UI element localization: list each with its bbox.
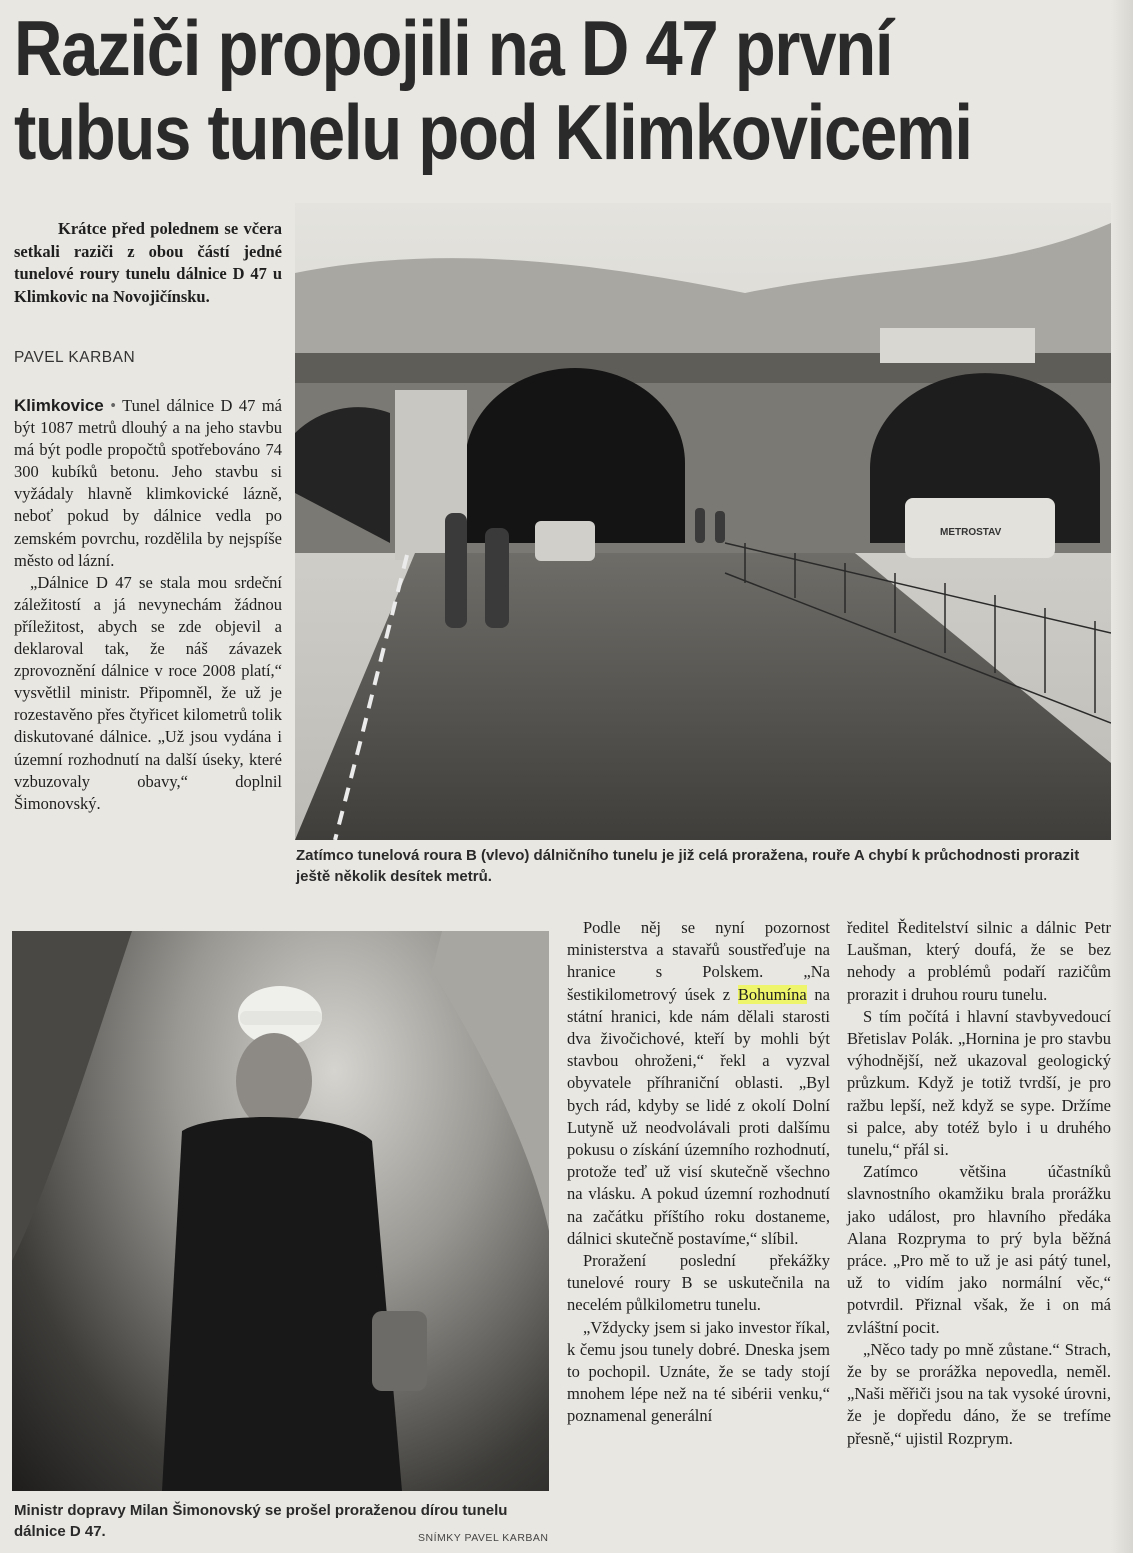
article-column-2 <box>567 917 830 1428</box>
dark-coat <box>162 1117 402 1491</box>
car <box>535 521 595 561</box>
van-logo-text: METROSTAV <box>940 527 1002 538</box>
page-edge <box>1111 0 1133 1553</box>
minister-illustration <box>12 931 549 1491</box>
construction-banner <box>880 328 1035 363</box>
column-2-text-1a: Podle něj se nyní pozornost ministerstva a stavařů soustřeďuje na hranice s Polskem. „Na šestikilometrový úsek z <box>567 918 830 1004</box>
column-3-paragraph-2: S tím počítá i hlavní stavbyvedoucí Břetislav Polák. „Hornina je pro stavbu výhodnější, než ukazoval geologický průzkum. Když je totiž tvrdší, je pro ražbu lepší, než když se sype. Držíme si palce, aby totéž bylo i u druhého tunelu,“ přál si. <box>847 1006 1111 1160</box>
headline-line-2: tubus tunelu pod Klimkovicemi <box>14 88 972 176</box>
article-column-3 <box>847 917 1111 1450</box>
column-3-paragraph-3: Zatímco většina účastníků slavnostního okamžiku brala prorážku jako událost, pro hlavního předáka Alana Rozpryma to prý byla běžná práce. „Pro mě to už je asi pátý tunel, už to vidím jako normální věc,“ potvrdil. Přiznal však, že i on má zvláštní pocit. <box>847 1162 1111 1337</box>
headline <box>14 4 972 176</box>
carried-item <box>372 1311 427 1391</box>
byline: PAVEL KARBAN <box>14 349 136 366</box>
lead-paragraph: Krátce před polednem se včera setkali raziči z obou částí jedné tunelové roury tunelu dálnice D 47 u Klimkovic na Novojičínsku. <box>14 219 282 306</box>
column-3-paragraph-4: „Něco tady po mně zůstane.“ Strach, že by se prorážka nepovedla, neměl. „Naši měřiči jsou na tak vysoké úrovni, že je dopředu dáno, že se trefíme přesně,“ ujistil Rozprym. <box>847 1339 1111 1448</box>
column-2-paragraph-1 <box>567 917 830 1250</box>
highlighted-word: Bohumína <box>737 984 807 1004</box>
face <box>236 1033 312 1129</box>
column-1-paragraph-1 <box>14 395 282 572</box>
photo-credit: SNÍMKY PAVEL KARBAN <box>418 1532 549 1544</box>
headline-line-1: Raziči propojili na D 47 první <box>14 4 893 92</box>
minister-photo <box>12 931 549 1491</box>
column-1-paragraph-2: „Dálnice D 47 se stala mou srdeční záležitostí a já nevynechám žádnou příležitost, abych se zde objevil a deklaroval tak, že náš závazek zprovoznění dálnice v roce 2008 platí,“ vysvětlil ministr. Připomněl, že už je rozestavěno přes čtyřicet kilometrů tolik diskutované dálnice. „Už jsou vydána i územní rozhodnutí na další úseky, které vzbuzovaly obavy,“ doplnil Šimonovský. <box>14 572 282 813</box>
dateline-bullet: • <box>110 396 116 415</box>
photo-2-caption: Ministr dopravy Milan Šimonovský se prošel proraženou dírou tunelu dálnice D 47. <box>14 1502 508 1540</box>
column-3-paragraph-1: ředitel Ředitelství silnic a dálnic Petr Laušman, který doufá, že se bez nehody a problémů podaří razičům prorazit i druhou rouru tunelu. <box>847 918 1111 1004</box>
tunnel-portal-illustration <box>295 203 1111 840</box>
column-1-text-1: Tunel dálnice D 47 má být 1087 metrů dlouhý a na jeho stavbu má být podle propočtů spotřebováno 74 300 kubíků betonu. Jeho stavbu si vyžádaly hlavně klimkovické lázně, neboť pokud by dálnice vedla po zemském povrchu, rozdělila by nejspíše město od lázní. <box>14 396 282 570</box>
dateline-place: Klimkovice <box>14 396 104 415</box>
column-2-text-1b: na státní hranici, kde nám dělali starosti dva živočichové, kteří by mohli být stavbou ohroženi,“ řekl a vyzval obyvatele příhraniční oblasti. „Byl bych rád, kdyby se lidé z okolí Dolní Lutyně už neodvolávali proti dalšímu pokusu o získání územního rozhodnutí, protože teď už visí skutečně všechno na vlásku. A pokud územní rozhodnutí na začátku příštího roku dostaneme, dálnici skutečně postavíme,“ slíbil. <box>567 984 830 1248</box>
column-2-paragraph-3: „Vždycky jsem si jako investor říkal, k čemu jsou tunely dobré. Dneska jsem to pochopil. Uznáte, že se tady stojí mnohem lépe než na té sibérii venku,“ poznamenal generální <box>567 1317 830 1426</box>
column-2-paragraph-2: Proražení poslední překážky tunelové roury B se uskutečnila na necelém půlkilometru tunelu. <box>567 1251 830 1315</box>
photo-1-caption: Zatímco tunelová roura B (vlevo) dálničního tunelu je již celá proražena, rouře A chybí k průchodnosti prorazit ještě několik desítek metrů. <box>296 847 1080 885</box>
tunnel-portal-photo <box>295 203 1111 840</box>
article-column-1 <box>14 395 282 815</box>
